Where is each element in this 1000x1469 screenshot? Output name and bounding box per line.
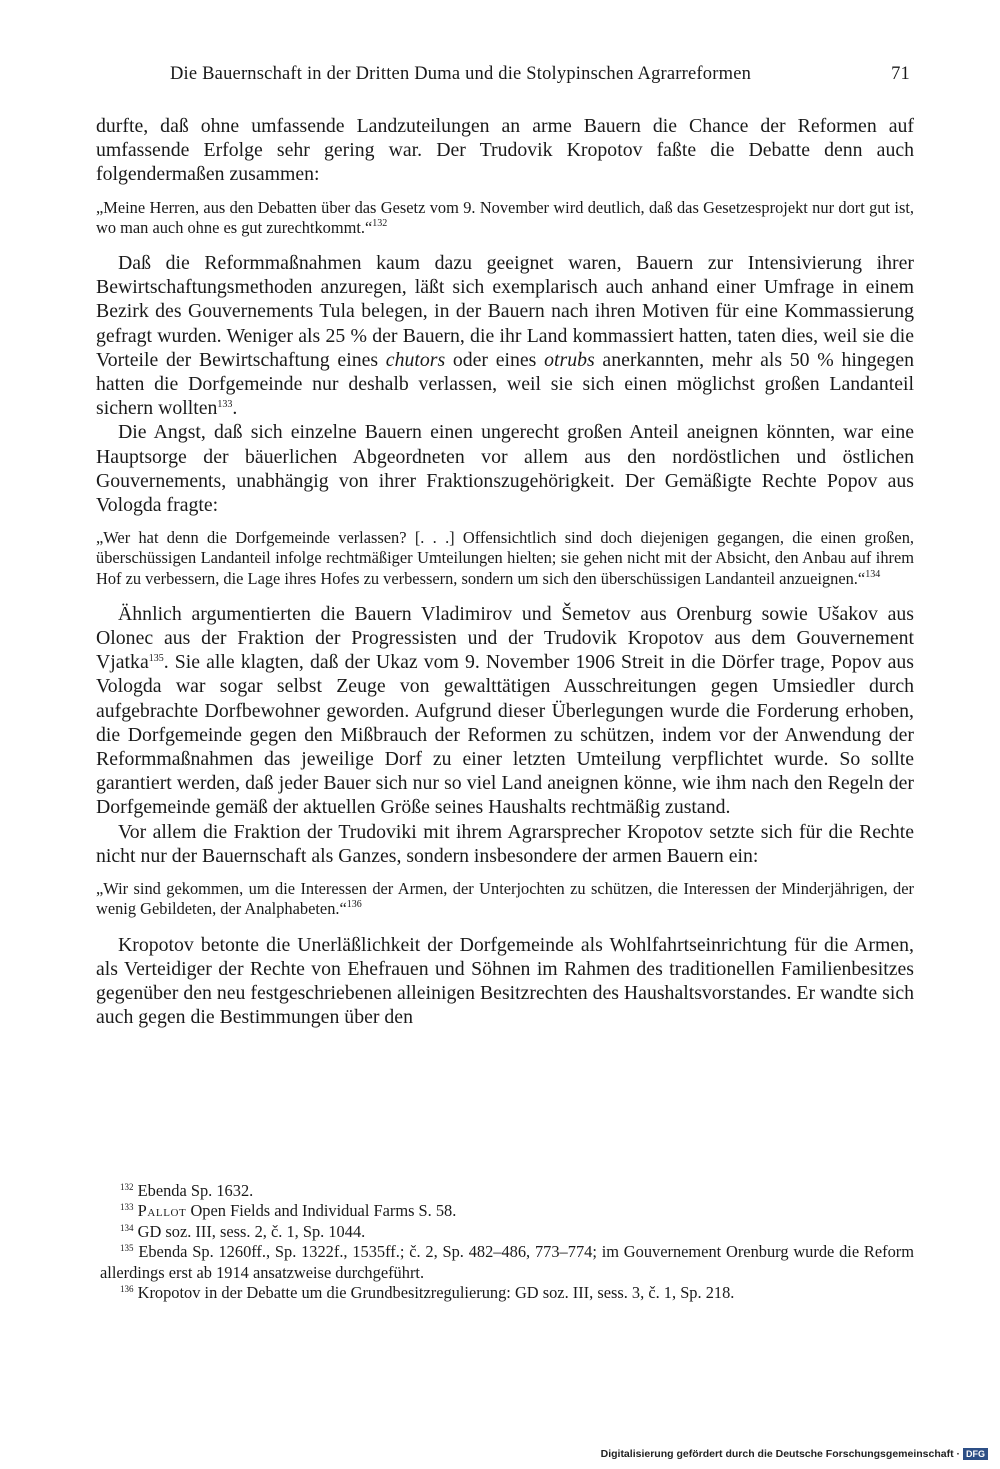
footnote-number: 133: [120, 1202, 134, 1213]
paragraph: Vor allem die Fraktion der Trudoviki mit ihrem Agrarsprecher Kropotov setzte sich für die Rechte nicht nur der Bauernschaft als Ganzes, sondern insbesondere der armen Bauern ein:: [96, 820, 914, 867]
quote-text: „Wir sind gekommen, um die Interessen der Armen, der Unterjochten zu schützen, die Interessen der Minderjährigen, der wenig Gebildeten, der Analphabeten.“: [96, 879, 914, 919]
footnote: [100, 1222, 914, 1242]
quote-text: „Wer hat denn die Dorfgemeinde verlassen? [. . .] Offensichtlich sind doch diejenigen gegangen, die einen großen, überschüssigen Landanteil infolge rechtmäßiger Umteilungen hielten; sie gehen nicht mit der Absicht, den Anbau auf ihrem Hof zu verbessern, die Lage ihres Hofes zu verbessern, sondern um sich den überschüssigen Landanteil anzueignen.“: [96, 528, 914, 588]
footnote: [100, 1283, 914, 1303]
digitization-footer: [601, 1448, 988, 1460]
italic-term: otrubs: [544, 348, 595, 371]
footnote: [100, 1201, 914, 1221]
page-number: 71: [891, 64, 910, 84]
footnote-text: Ebenda Sp. 1632.: [137, 1181, 254, 1200]
paragraph-text: Daß die Reformmaßnahmen kaum dazu geeignet waren, Bauern zur Intensivierung ihrer Bewirtschaftungsmethoden anzuregen, läßt sich exemplarisch auch anhand einer Umfrage in einem Bezirk des Gouvernements Tula belegen, in der Bauern nach ihren Motiven für eine Kommassierung gefragt wurden. Weniger als 25 % der Bauern, die ihr Land kommassiert hatten, taten dies, weil sie die Vorteile der Bewirtschaftung eines: [96, 252, 914, 371]
footnote-number: 136: [120, 1284, 134, 1295]
footnote-ref: 132: [372, 217, 388, 229]
footnote-author: Pallot: [137, 1201, 187, 1221]
footnote-ref: 134: [865, 568, 881, 580]
footnote-number: 135: [120, 1243, 134, 1254]
footnote-text: Kropotov in der Debatte um die Grundbesitzregulierung: GD soz. III, sess. 3, č. 1, Sp. 218.: [137, 1283, 735, 1303]
block-quote: [96, 528, 914, 589]
footer-text: Digitalisierung gefördert durch die Deutsche Forschungsgemeinschaft ·: [600, 1448, 960, 1460]
italic-term: chutors: [385, 348, 446, 371]
footnote: [100, 1181, 914, 1201]
footnote-text: GD soz. III, sess. 2, č. 1, Sp. 1044.: [137, 1221, 366, 1241]
quote-text: „Meine Herren, aus den Debatten über das Gesetz vom 9. November wird deutlich, daß das Gesetzesprojekt nur dort gut ist, wo man auch ohne es gut zurechtkommt.“: [96, 197, 914, 237]
paragraph-text: oder eines: [445, 348, 545, 371]
footnotes: [100, 1181, 914, 1303]
dfg-logo: DFG: [963, 1448, 988, 1460]
paragraph-text: . Sie alle klagten, daß der Ukaz vom 9. November 1906 Streit in die Dörfer trage, Popov aus Vologda war sogar selbst Zeuge von gewalttätigen Ausschreitungen gegen Umsiedler durch aufgebrachte Dorfbewohner geworden. Aufgrund dieser Überlegungen wurde die Forderung erhoben, die Dorfgemeinde gegen den Mißbrauch der Reformen zu schützen, indem vor der Anwendung der Reformmaßnahmen das jeweilige Dorf zu einer letzten Umteilung verpflichtet wurde. So sollte garantiert werden, daß jeder Bauer sich nur so viel Land aneignen könne, wie ihm nach den Regeln der Dorfgemeinde gemäß der aktuellen Größe seines Haushalts rechtmäßig zustand.: [96, 651, 914, 819]
footnote-text: Ebenda Sp. 1260ff., Sp. 1322f., 1535ff.; č. 2, Sp. 482–486, 773–774; im Gouvernement Orenburg wurde die Reform allerdings erst ab 1914 ansatzweise durchgeführt.: [100, 1242, 914, 1282]
main-text: [96, 114, 914, 1029]
footnote-number: 134: [120, 1222, 134, 1233]
paragraph-text: .: [232, 397, 238, 420]
footnote-ref: 133: [217, 399, 233, 411]
paragraph: [96, 251, 914, 420]
footnote: [100, 1242, 914, 1283]
paragraph: durfte, daß ohne umfassende Landzuteilungen an arme Bauern die Chance der Reformen auf umfassende Erfolge sehr gering war. Der Trudovik Kropotov faßte die Debatte denn auch folgendermaßen zusammen:: [96, 115, 914, 186]
paragraph: Die Angst, daß sich einzelne Bauern einen ungerecht großen Anteil aneignen könnten, war eine Hauptsorge der bäuerlichen Abgeordneten vor allem aus den nordöstlichen und östlichen Gouvernements, unabhängig von ihrer Fraktionszugehörigkeit. Der Gemäßigte Rechte Popov aus Vologda fragte:: [96, 421, 914, 517]
footnote-ref: 135: [148, 653, 164, 665]
paragraph-text: Ähnlich argumentierten die Bauern Vladimirov und Šemetov aus Orenburg sowie Ušakov aus Olonec aus der Fraktion der Progressisten und der Trudovik Kropotov aus dem Gouvernement Vjatka: [96, 602, 914, 674]
block-quote: [96, 879, 914, 919]
paragraph: [96, 602, 914, 820]
footnote-ref: 136: [346, 899, 362, 911]
footnote-text: Open Fields and Individual Farms S. 58.: [186, 1201, 457, 1221]
block-quote: [96, 198, 914, 238]
running-title: Die Bauernschaft in der Dritten Duma und die Stolypinschen Agrarreformen: [170, 64, 752, 84]
paragraph-text: anerkannten, mehr als 50 % hingegen hatten die Dorfgemeinde nur deshalb verlassen, weil sie sich einen möglichst großen Landanteil sichern wollten: [96, 348, 914, 420]
footnote-number: 132: [120, 1182, 134, 1192]
paragraph: Kropotov betonte die Unerläßlichkeit der Dorfgemeinde als Wohlfahrtseinrichtung für die Armen, als Verteidiger der Rechte von Ehefrauen und Söhnen im Rahmen des traditionellen Familienbesitzes gegenüber den neu festgeschriebenen alleinigen Besitzrechten des Haushaltsvorstandes. Er wandte sich auch gegen die Bestimmungen über den: [96, 933, 914, 1029]
